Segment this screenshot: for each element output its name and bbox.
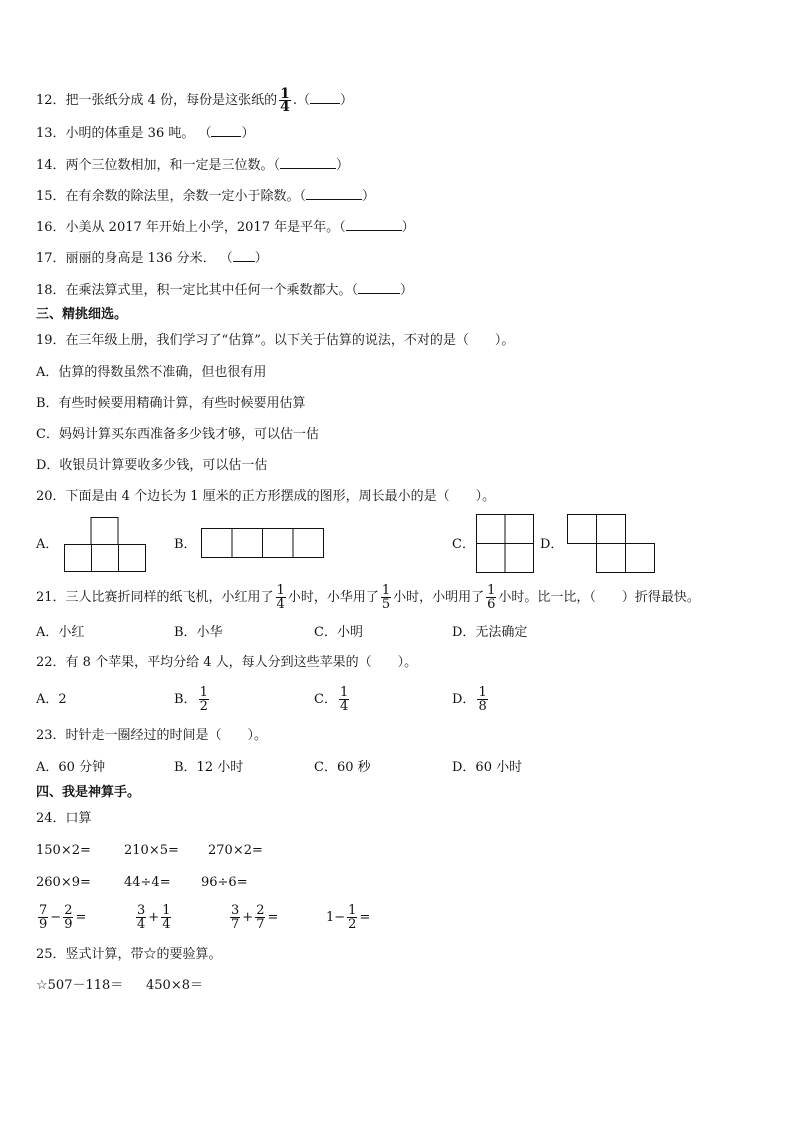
option-a-label[interactable]: A． [36, 537, 59, 552]
question-24: 24．口算 [36, 811, 92, 826]
calc-item: 150×2= [36, 843, 91, 858]
shape-c [476, 514, 534, 574]
calc-fraction-2: $\frac{3}{4}$ + $\frac{1}{4}$ [137, 903, 171, 932]
answer-blank[interactable] [280, 156, 336, 169]
calc-item: 270×2= [208, 843, 263, 858]
question-17: 17．丽丽的身高是 136 分米． （ ） [36, 251, 268, 266]
question-19: 19．在三年级上册，我们学习了“估算”。以下关于估算的说法，不对的是（ ）。 [36, 333, 515, 348]
answer-blank[interactable] [211, 124, 241, 137]
answer-blank[interactable] [358, 281, 400, 294]
option-b[interactable]: B． $\frac{1}{2}$ [174, 685, 208, 714]
shape-a [64, 517, 146, 573]
option-c[interactable]: C．小明 [314, 625, 363, 640]
question-18: 18．在乘法算式里，积一定比其中任何一个乘数都大。（ ） [36, 283, 414, 298]
option-c[interactable]: C． $\frac{1}{4}$ [314, 685, 349, 714]
option-c[interactable]: C．妈妈计算买东西准备多少钱才够，可以估一估 [36, 427, 319, 442]
fraction: $\frac{1}{5}$ [381, 583, 391, 612]
answer-blank[interactable] [310, 91, 340, 104]
option-a[interactable]: A．60 分钟 [36, 760, 106, 775]
calc-item: 44÷4= [124, 875, 171, 890]
vertical-calc-item: ☆507－118＝ [36, 978, 124, 993]
calc-item: 96÷6= [201, 875, 248, 890]
shape-b [201, 528, 325, 558]
option-a[interactable]: A．2 [36, 692, 67, 707]
fraction: $\frac{1}{2}$ [199, 685, 208, 714]
fraction: $\frac{1}{8}$ [478, 685, 487, 714]
question-22: 22．有 8 个苹果，平均分给 4 人，每人分到这些苹果的（ ）。 [36, 655, 418, 670]
option-c-label[interactable]: C． [452, 537, 475, 552]
answer-blank[interactable] [233, 249, 255, 262]
fraction: $\frac{1}{6}$ [487, 583, 496, 612]
question-13: 13．小明的体重是 36 吨。 （ ） [36, 126, 255, 141]
option-c[interactable]: C．60 秒 [314, 760, 371, 775]
question-23: 23．时针走一圈经过的时间是（ ）。 [36, 728, 268, 743]
answer-blank[interactable] [306, 187, 362, 200]
section-heading-4: 四、我是神算手。 [36, 785, 141, 800]
shape-d [567, 514, 657, 574]
question-16: 16．小美从 2017 年开始上小学，2017 年是平年。（ ） [36, 220, 415, 235]
calc-fraction-4: 1− $\frac{1}{2}$ = [326, 903, 371, 932]
q12-text: 12．把一张纸分成 4 份，每份是这张纸的 [36, 93, 278, 108]
calc-fraction-1: $\frac{7}{9}$ − $\frac{2}{9}$ = [39, 903, 87, 932]
vertical-calc-item: 450×8＝ [146, 978, 203, 993]
section-heading-3: 三、精挑细选。 [36, 307, 128, 322]
option-d[interactable]: D．60 小时 [452, 760, 523, 775]
question-12: 12．把一张纸分成 4 份，每份是这张纸的 $\frac{1}{4}$ .（ ） [36, 86, 353, 115]
option-b-label[interactable]: B． [174, 537, 197, 552]
option-d[interactable]: D．无法确定 [452, 625, 528, 640]
fraction: $\frac{1}{4}$ [276, 583, 285, 612]
question-21: 21．三人比赛折同样的纸飞机，小红用了 $\frac{1}{4}$ 小时，小华用了 $\frac{1}{5}$ 小时，小明用了 $\frac{1}{6}$ 小时。比一比，（ ）折得最快。 [36, 583, 700, 612]
question-20: 20．下面是由 4 个边长为 1 厘米的正方形摆成的图形，周长最小的是（ ）。 [36, 489, 496, 504]
answer-blank[interactable] [346, 218, 402, 231]
option-a[interactable]: A．估算的得数虽然不准确，但也很有用 [36, 365, 267, 380]
question-15: 15．在有余数的除法里，余数一定小于除数。（ ） [36, 189, 376, 204]
question-14: 14．两个三位数相加，和一定是三位数。（ ） [36, 158, 350, 173]
option-b[interactable]: B．小华 [174, 625, 223, 640]
fraction: $\frac{1}{4}$ [280, 86, 290, 115]
calc-item: 260×9= [36, 875, 91, 890]
option-b[interactable]: B．有些时候要用精确计算，有些时候要用估算 [36, 396, 306, 411]
fraction: $\frac{1}{4}$ [339, 685, 349, 714]
option-b[interactable]: B．12 小时 [174, 760, 244, 775]
question-25: 25．竖式计算，带☆的要验算。 [36, 947, 222, 962]
option-a[interactable]: A．小红 [36, 625, 85, 640]
calc-item: 210×5= [124, 843, 179, 858]
option-d[interactable]: D． $\frac{1}{8}$ [452, 685, 487, 714]
option-d[interactable]: D．收银员计算要收多少钱，可以估一估 [36, 458, 268, 473]
option-d-label[interactable]: D． [540, 537, 564, 552]
calc-fraction-3: $\frac{3}{7}$ + $\frac{2}{7}$ = [231, 903, 279, 932]
